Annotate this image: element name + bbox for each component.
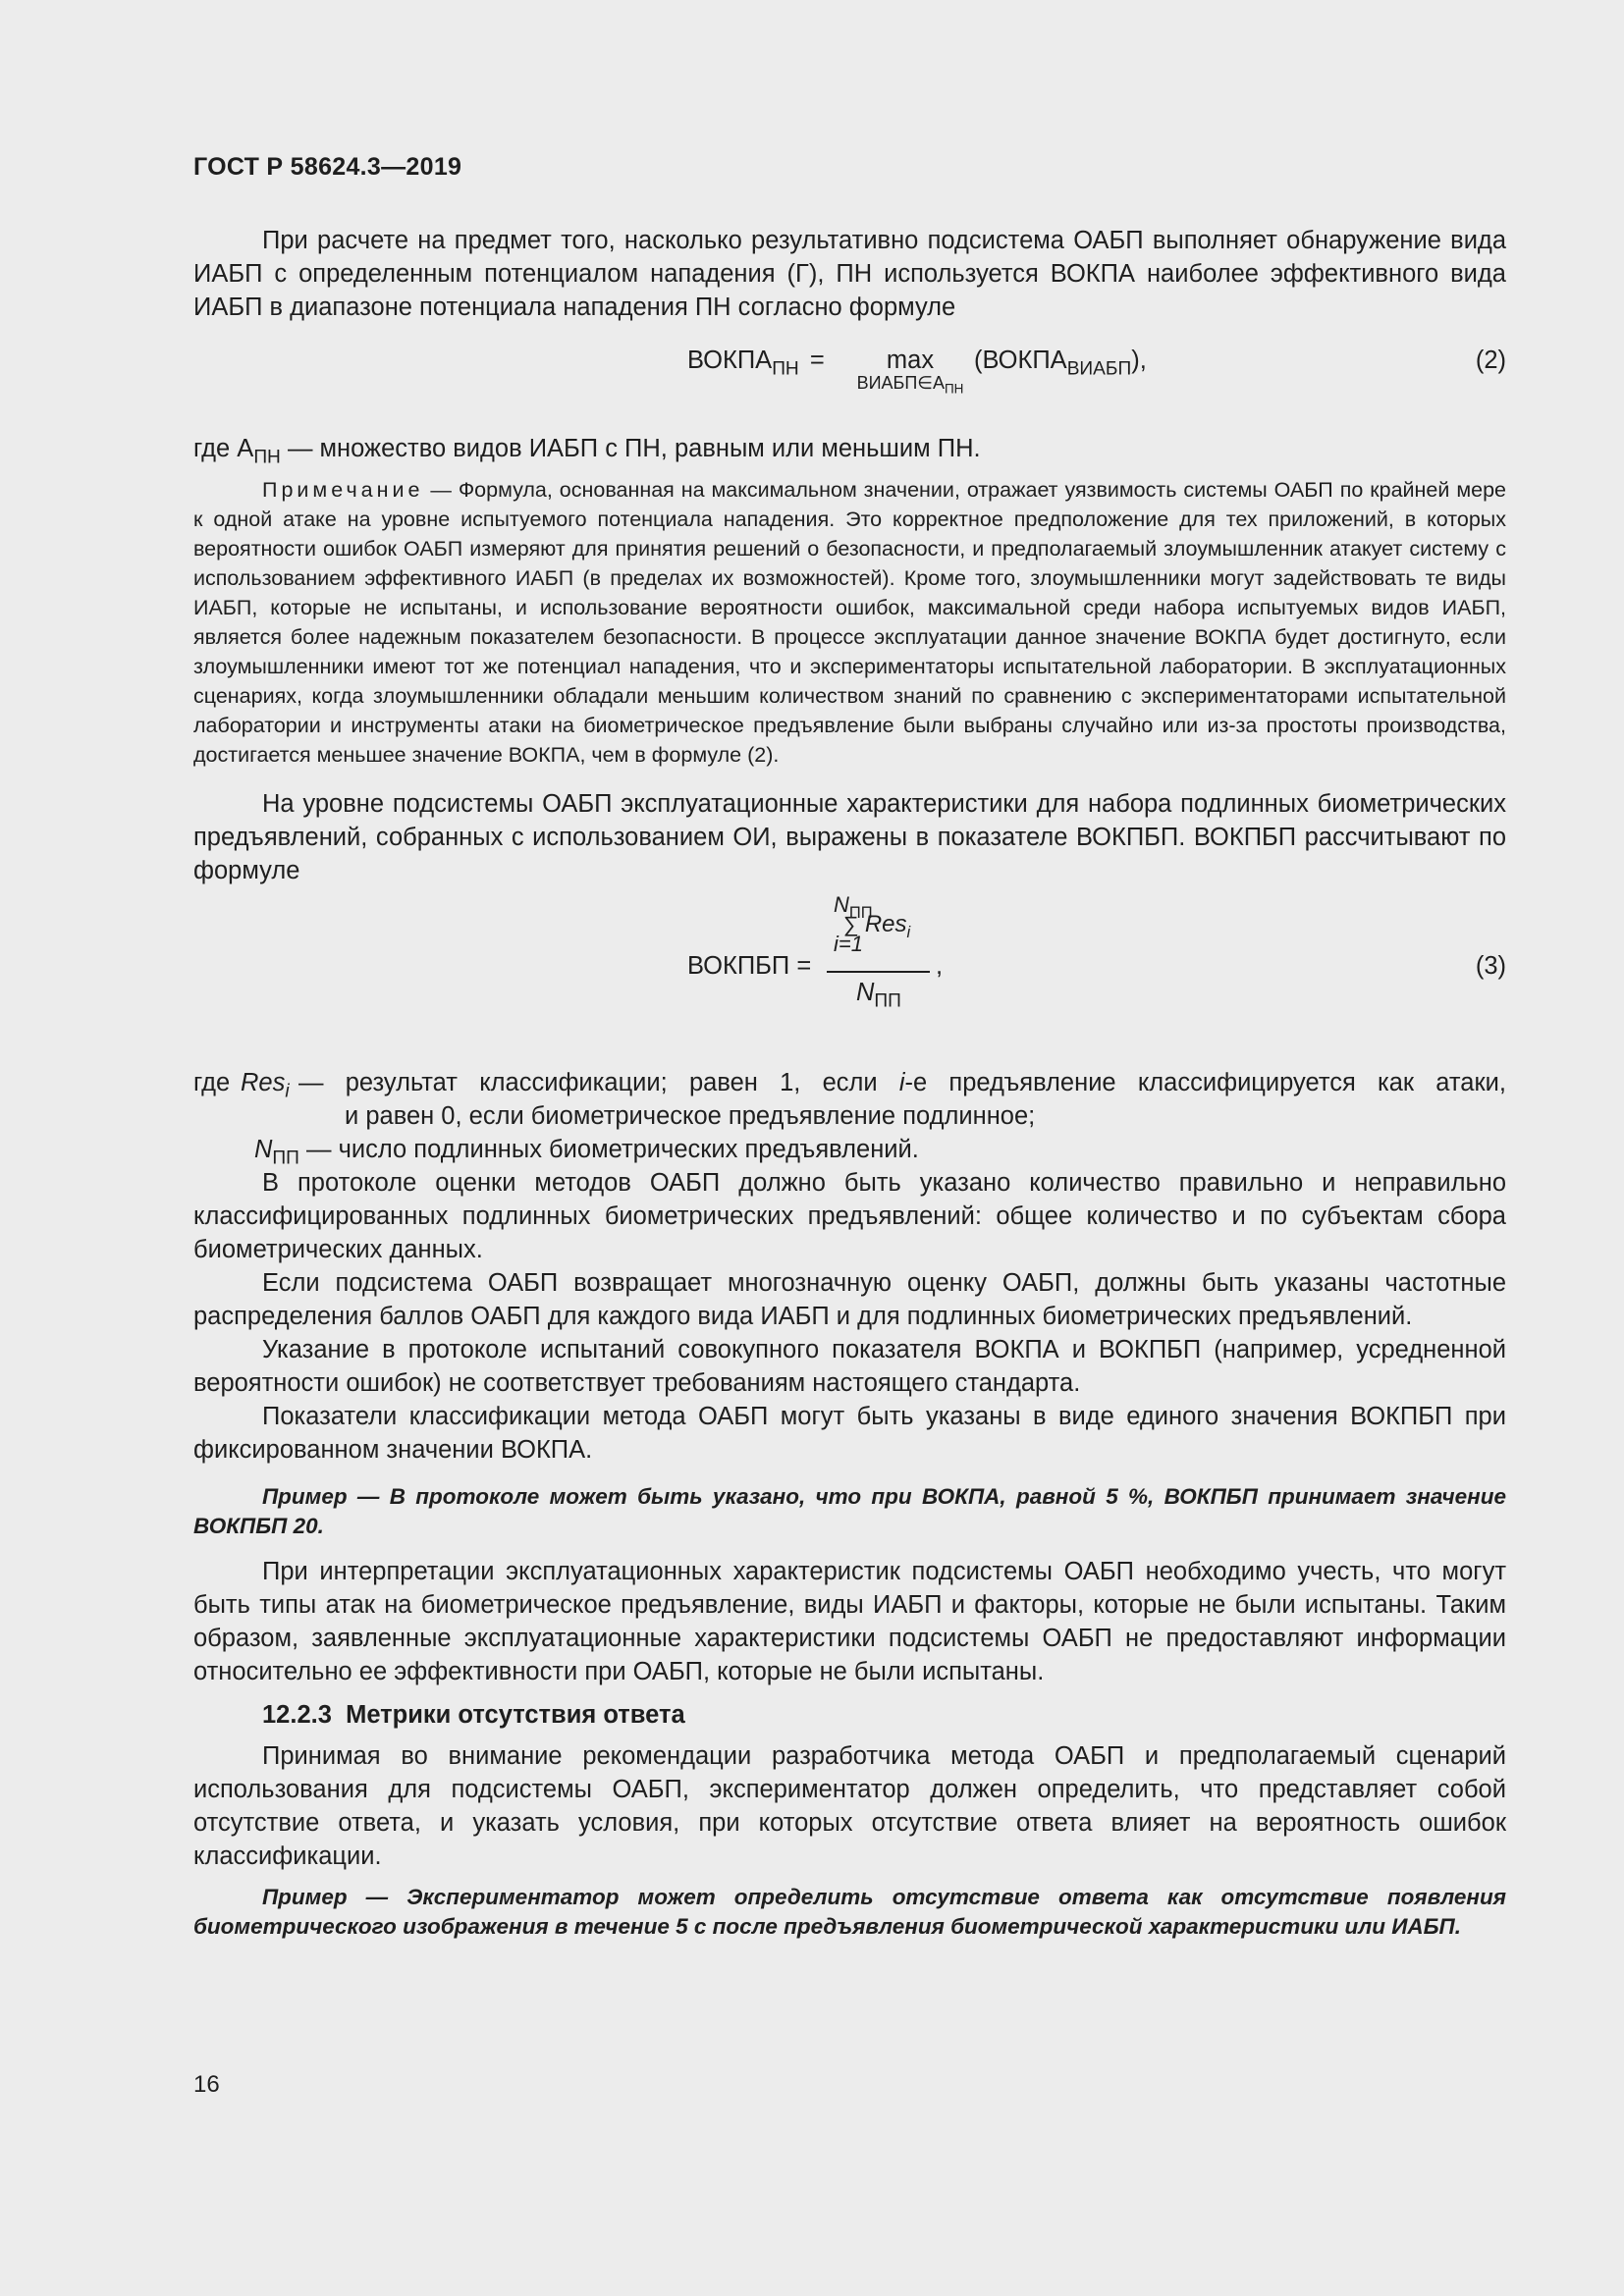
formula-2-max: max $ВИАБП\in А_{ПН}$ bbox=[856, 347, 964, 397]
paragraph-score-distribution: Если подсистема ОАБП возвращает многозначную оценку ОАБП, должны быть указаны частотные распределения баллов ОАБП для каждого вида ИАБП и для подлинных биометрических предъявлений. bbox=[193, 1269, 1506, 1330]
formula-3-lhs: ВОКПБП = bbox=[687, 952, 812, 980]
paragraph-attack-potential: При расчете на предмет того, насколько результативно подсистема ОАБП выполняет обнаружение вида ИАБП с определенным потенциалом нападения (Г), ПН используется ВОКПА наиболее эффективного вида ИАБП в диапазоне потенциала нападения ПН согласно формуле bbox=[193, 227, 1506, 321]
page-content bbox=[193, 224, 1506, 1942]
formula-3-number: (3) bbox=[1475, 952, 1506, 980]
example-2: Пример — Экспериментатор может определить отсутствие ответа как отсутствие появления биометрического изображения в течение 5 с после предъявления биометрической характеристики или ИАБП. bbox=[193, 1885, 1506, 1939]
paragraph-protocol-counts: В протоколе оценки методов ОАБП должно быть указано количество правильно и неправильно классифицированных подлинных биометрических предъявлений: общее количество и по субъектам сбора биометрических данных. bbox=[193, 1169, 1506, 1263]
section-number: 12.2.3 bbox=[262, 1701, 332, 1729]
formula-3: ВОКПБП = $N_{ПП}$ ∑ Res$_i$ i=1 $N_{ПП}$ , (3) bbox=[687, 892, 1506, 1012]
section-title: Метрики отсутствия ответа bbox=[346, 1701, 685, 1729]
page-number: 16 bbox=[193, 2071, 220, 2098]
standard-header: ГОСТ Р 58624.3—2019 bbox=[193, 153, 462, 181]
paragraph-single-value: Показатели классификации метода ОАБП могут быть указаны в виде единого значения ВОКПБП при фиксированном значении ВОКПА. bbox=[193, 1403, 1506, 1464]
where-definitions: где Res$_i$ — результат классификации; равен 1, если i-е предъявление классифицируется как атаки, и равен 0, если биометрическое предъявление подлинное; $N_{ПП}$ — число подлинных биометрических предъявлений. bbox=[193, 1066, 1506, 1166]
n-definition: $N_{ПП}$ — число подлинных биометрических предъявлений. bbox=[254, 1136, 919, 1169]
paragraph-no-response: Принимая во внимание рекомендации разработчика метода ОАБП и предполагаемый сценарий использования для подсистемы ОАБП, экспериментатор должен определить, что представляет собой отсутствие ответа, и указать условия, при которых отсутствие ответа влияет на вероятность ошибок классификации. bbox=[193, 1742, 1506, 1870]
formula-3-sum: $N_{ПП}$ ∑ Res$_i$ i=1 bbox=[834, 892, 911, 956]
paragraph-interpretation: При интерпретации эксплуатационных характеристик подсистемы ОАБП необходимо учесть, что могут быть типы атак на биометрическое предъявление, виды ИАБП и факторы, которые не были испытаны. Таким образом, заявленные эксплуатационные характеристики подсистемы ОАБП не предоставляют информации относительно ее эффективности при ОАБП, которые не были испытаны. bbox=[193, 1558, 1506, 1685]
formula-3-fraction-bar bbox=[827, 971, 930, 973]
res-symbol: Res$_i$ bbox=[241, 1069, 290, 1102]
formula-2-number: (2) bbox=[1475, 347, 1506, 374]
formula-2-lhs: ВОКПА bbox=[687, 347, 773, 374]
section-heading bbox=[193, 1698, 1506, 1732]
note-label: Примечание bbox=[262, 478, 424, 502]
where-set-definition: где $А_{ПН}$ — множество видов ИАБП с ПН, равным или меньшим ПН. bbox=[193, 435, 981, 468]
note-text: — Формула, основанная на максимальном значении, отражает уязвимость системы ОАБП по крайней мере к одной атаке на уровне испытуемого потенциала нападения. Это корректное предположение для тех приложений, в которых вероятности ошибок ОАБП измеряют для принятия решений о безопасности, и предполагаемый злоумышленник атакует систему с использованием эффективного ИАБП (в пределах их возможностей). Кроме того, злоумышленники могут задействовать те виды ИАБП, которые не испытаны, и использование вероятности ошибок, максимальной среди набора испытуемых видов ИАБП, является более надежным показателем безопасности. В процессе эксплуатации данное значение ВОКПА будет достигнуто, если злоумышленники имеют тот же потенциал нападения, что и экспериментаторы испытательной лаборатории. В эксплуатационных сценариях, когда злоумышленники обладали меньшим количеством знаний по сравнению с экспериментаторами испытательной лаборатории и инструменты атаки на биометрическое предъявление были выбраны случайно или из-за простоты производства, достигается меньшее значение ВОКПА, чем в формуле (2). bbox=[193, 478, 1506, 767]
paragraph-combined-metric: Указание в протоколе испытаний совокупного показателя ВОКПА и ВОКПБП (например, усредненной вероятности ошибок) не соответствует требованиям настоящего стандарта. bbox=[193, 1336, 1506, 1397]
formula-2: $ВОКПА_{ПН}$ = max $ВИАБП\in А_{ПН}$ $(ВОКПА_{ВИАБП})$, (2) bbox=[193, 324, 1506, 412]
example-1: Пример — В протоколе может быть указано, что при ВОКПА, равной 5 %, ВОКПБП принимает значение ВОКПБП 20. bbox=[193, 1484, 1506, 1538]
note bbox=[193, 475, 1506, 770]
formula-3-denominator: $N_{ПП}$ bbox=[856, 979, 901, 1012]
paragraph-bpcer: На уровне подсистемы ОАБП эксплуатационные характеристики для набора подлинных биометрических предъявлений, собранных с использованием ОИ, выражены в показателе ВОКПБП. ВОКПБП рассчитывают по формуле bbox=[193, 790, 1506, 884]
